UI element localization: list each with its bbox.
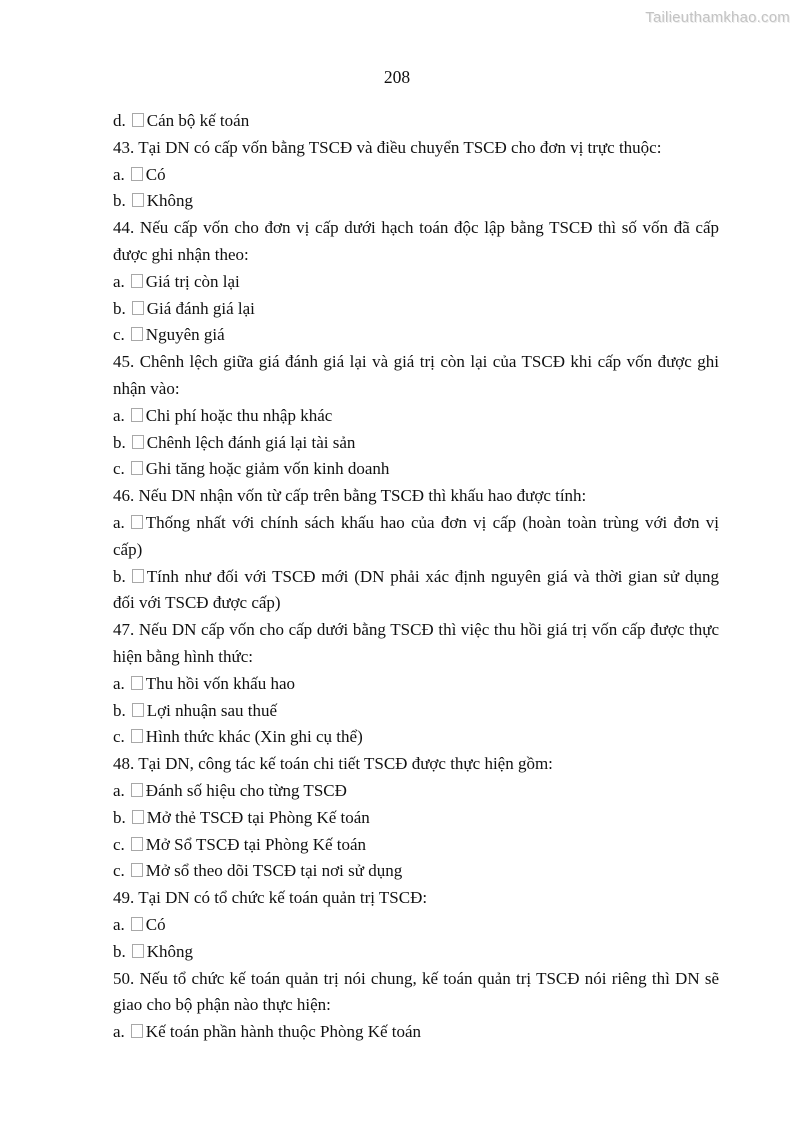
checkbox-icon[interactable] — [131, 676, 143, 690]
checkbox-icon[interactable] — [132, 113, 144, 127]
option-label: Chênh lệch đánh giá lại tài sản — [146, 432, 356, 452]
checkbox-icon[interactable] — [132, 435, 144, 449]
option-row — [113, 430, 719, 457]
question-text: Tại DN có tổ chức kế toán quản trị TSCĐ: — [138, 888, 428, 908]
question-text: Nếu tổ chức kế toán quản trị nói chung, kế toán quản trị TSCĐ nói riêng thì DN sẽ giao cho bộ phận nào thực hiện: — [113, 968, 720, 1015]
watermark: Tailieuthamkhao.com — [645, 9, 790, 26]
option-row — [113, 162, 719, 189]
question-row — [113, 349, 719, 403]
option-letter: a. — [113, 1022, 125, 1042]
option-letter: b. — [113, 298, 126, 318]
checkbox-icon[interactable] — [131, 783, 143, 797]
option-letter: a. — [113, 512, 125, 532]
option-letter: d. — [113, 111, 126, 130]
option-label: Mở thẻ TSCĐ tại Phòng Kế toán — [146, 807, 370, 827]
question-row — [113, 617, 719, 671]
option-row — [113, 724, 719, 751]
questionnaire-content — [113, 108, 719, 1046]
option-row — [113, 269, 719, 296]
checkbox-icon[interactable] — [131, 1024, 143, 1038]
checkbox-icon[interactable] — [131, 515, 143, 529]
checkbox-icon[interactable] — [131, 461, 143, 475]
checkbox-icon[interactable] — [132, 944, 144, 958]
option-row — [113, 778, 719, 805]
option-label: Thu hồi vốn khấu hao — [145, 673, 295, 693]
option-row — [113, 698, 719, 725]
checkbox-icon[interactable] — [131, 408, 143, 422]
option-letter: a. — [113, 780, 125, 800]
option-label: Hình thức khác (Xin ghi cụ thể) — [145, 727, 363, 747]
checkbox-icon[interactable] — [131, 327, 143, 341]
option-letter: a. — [113, 914, 125, 934]
checkbox-icon[interactable] — [131, 837, 143, 851]
option-row — [113, 456, 719, 483]
option-row — [113, 939, 719, 966]
option-letter: c. — [113, 834, 125, 854]
option-letter: c. — [113, 727, 125, 747]
option-row — [113, 1019, 719, 1046]
checkbox-icon[interactable] — [131, 274, 143, 288]
checkbox-icon[interactable] — [131, 863, 143, 877]
checkbox-icon[interactable] — [131, 167, 143, 181]
option-row — [113, 912, 719, 939]
question-row — [113, 885, 719, 912]
option-letter: b. — [113, 941, 126, 961]
option-letter: a. — [113, 164, 125, 184]
option-label: Có — [145, 164, 166, 184]
checkbox-icon[interactable] — [132, 301, 144, 315]
checkbox-icon[interactable] — [132, 569, 144, 583]
question-number: 46. — [113, 486, 135, 506]
option-row — [113, 858, 719, 885]
option-label: Không — [146, 941, 194, 961]
question-row — [113, 135, 719, 162]
option-letter: b. — [113, 807, 126, 827]
option-label: Có — [145, 914, 166, 934]
option-row — [113, 832, 719, 859]
checkbox-icon[interactable] — [132, 810, 144, 824]
option-row — [113, 108, 719, 135]
option-label: Ghi tăng hoặc giảm vốn kinh doanh — [145, 459, 390, 479]
question-number: 50. — [113, 968, 135, 988]
option-label: Giá trị còn lại — [145, 271, 240, 291]
question-number: 49. — [113, 888, 135, 908]
option-letter: a. — [113, 673, 125, 693]
checkbox-icon[interactable] — [131, 729, 143, 743]
question-text: Tại DN có cấp vốn bằng TSCĐ và điều chuyển TSCĐ cho đơn vị trực thuộc: — [138, 137, 662, 157]
question-row — [113, 215, 719, 269]
option-row — [113, 564, 719, 618]
option-label: Mở Sổ TSCĐ tại Phòng Kế toán — [145, 834, 367, 854]
option-row — [113, 510, 719, 564]
option-label: Tính như đối với TSCĐ mới (DN phải xác định nguyên giá và thời gian sử dụng đối với TSCĐ được cấp) — [113, 566, 719, 613]
option-letter: b. — [113, 566, 126, 586]
option-label: Nguyên giá — [145, 325, 225, 345]
question-text: Chênh lệch giữa giá đánh giá lại và giá trị còn lại của TSCĐ khi cấp vốn được ghi nhận vào: — [113, 352, 719, 398]
option-letter: c. — [113, 459, 125, 479]
option-letter: c. — [113, 861, 125, 881]
option-row — [113, 403, 719, 430]
question-number: 47. — [113, 620, 135, 640]
question-number: 43. — [113, 137, 135, 157]
option-label: Đánh số hiệu cho từng TSCĐ — [145, 780, 347, 800]
option-row — [113, 322, 719, 349]
option-label: Kế toán phần hành thuộc Phòng Kế toán — [145, 1022, 422, 1042]
checkbox-icon[interactable] — [132, 703, 144, 717]
question-text: Nếu cấp vốn cho đơn vị cấp dưới hạch toán độc lập bằng TSCĐ thì số vốn đã cấp được ghi nhận theo: — [113, 218, 720, 264]
option-label: Chi phí hoặc thu nhập khác — [145, 405, 333, 425]
question-row — [113, 966, 719, 1020]
option-letter: a. — [113, 271, 125, 291]
option-row — [113, 296, 719, 323]
option-letter: b. — [113, 700, 126, 720]
question-text: Nếu DN cấp vốn cho cấp dưới bằng TSCĐ thì việc thu hồi giá trị vốn cấp được thực hiện bằng hình thức: — [113, 620, 719, 666]
option-label: Thống nhất với chính sách khấu hao của đơn vị cấp (hoàn toàn trùng với đơn vị cấp) — [113, 512, 719, 559]
option-letter: b. — [113, 432, 126, 452]
option-label: Cán bộ kế toán — [146, 111, 250, 130]
option-letter: b. — [113, 191, 126, 211]
option-letter: c. — [113, 325, 125, 345]
option-row — [113, 188, 719, 215]
option-row — [113, 671, 719, 698]
question-row — [113, 483, 719, 510]
question-number: 45. — [113, 352, 135, 372]
checkbox-icon[interactable] — [132, 193, 144, 207]
option-row — [113, 805, 719, 832]
question-text: Tại DN, công tác kế toán chi tiết TSCĐ được thực hiện gồm: — [138, 754, 553, 774]
checkbox-icon[interactable] — [131, 917, 143, 931]
option-label: Giá đánh giá lại — [146, 298, 255, 318]
question-number: 48. — [113, 754, 135, 774]
question-text: Nếu DN nhận vốn từ cấp trên bằng TSCĐ thì khấu hao được tính: — [138, 486, 587, 506]
option-label: Mở sổ theo dõi TSCĐ tại nơi sử dụng — [145, 861, 403, 881]
question-number: 44. — [113, 218, 135, 238]
option-label: Lợi nhuận sau thuế — [146, 700, 278, 720]
question-row — [113, 751, 719, 778]
page-number: 208 — [383, 67, 411, 87]
option-label: Không — [146, 191, 194, 211]
option-letter: a. — [113, 405, 125, 425]
